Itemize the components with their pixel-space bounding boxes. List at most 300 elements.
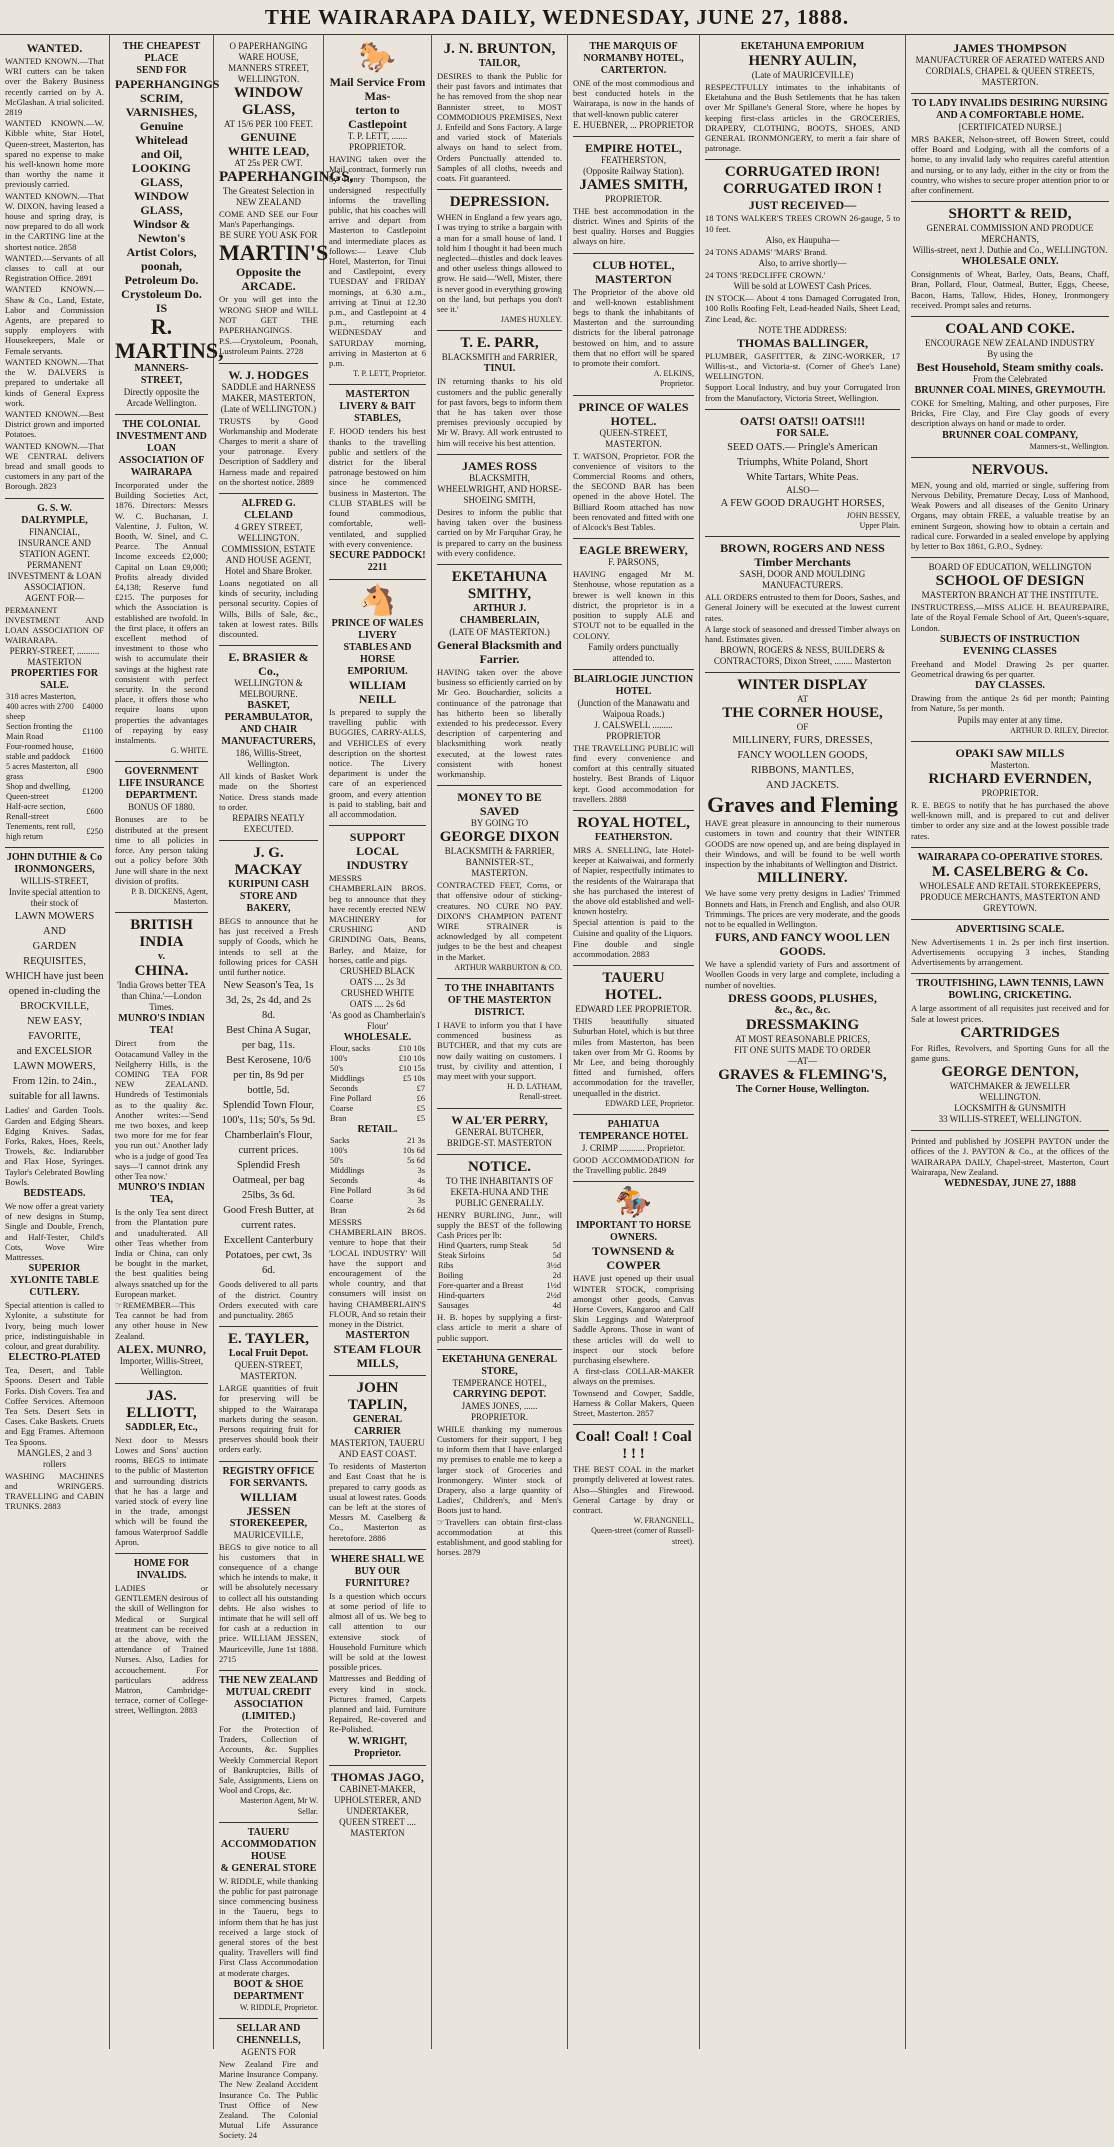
ad-title: JAS. ELLIOTT, [126,1387,197,1421]
ad-title: GOVERNMENT LIFE INSURANCE DEPARTMENT. [118,766,205,802]
ad-subheading: RETAIL. [357,1123,398,1135]
price-row [329,1176,426,1186]
table-cell: 318 acres Masterton, 400 acres with 2700 sheep [6,692,77,722]
table-cell: 3½d [546,1261,561,1271]
ad-address: PERRY-STREET, .......... MASTERTON [9,646,100,668]
price-row [437,1271,562,1281]
cleland-ad [219,494,318,646]
elliott-ad [115,1384,208,1554]
ad-text: BE SURE YOU ASK FOR [219,230,318,241]
ad-title: GRAVES & FLEMING'S, [718,1066,887,1083]
ad-text: 24 TONS ADAMS' 'MARS' Brand. [705,246,828,257]
ad-subheading: SUBJECTS OF INSTRUCTION [940,633,1080,645]
ad-title: CORRUGATED IRON ! [723,181,882,198]
ad-subheading: SUPERIOR XYLONITE TABLE CUTLERY. [10,1263,99,1299]
mackay-ad [219,841,318,1327]
table-cell: Hind Quarters, rump Steak [438,1241,529,1251]
ad-price: AT 25s PER CWT. [234,158,303,168]
ross-ad [437,455,562,565]
ad-title: THE NEW ZEALAND MUTUAL CREDIT ASSOCIATION (LIMITED.) [219,1674,318,1722]
table-cell: Sacks [330,1135,350,1145]
ad-subheading: BOOT & SHOE DEPARTMENT [233,1978,304,2002]
ad-title: EKETAHUNA GENERAL STORE, [441,1353,558,1377]
ad-line: AND [43,926,66,938]
ad-title: EKETAHUNA EMPORIUM [740,41,865,52]
ad-subtitle: EDWARD LEE PROPRIETOR. [575,1004,692,1015]
table-cell: £1600 [82,747,103,757]
price-row [329,1094,426,1104]
insurance-ad [115,762,208,913]
ad-subtitle: ARTHUR J. CHAMBERLAIN, [459,602,540,626]
ad-title: ALFRED G. CLELAND [241,498,296,522]
wanted-ad: WANTED KNOWN.—Best District grown and imported Potatoes. [5,408,104,440]
ad-line: Triumphs, White Poland, Short [737,456,868,468]
property-row [5,692,104,722]
ad-title: STEAM FLOUR MILLS, [333,1342,422,1371]
nervous-ad [911,458,1109,558]
latham-ad [437,979,562,1109]
table-cell: £10 15s [398,1063,425,1073]
table-cell: £5 [416,1113,425,1123]
ad-quote: 'India Grows better TEA than China.'—London Times. [117,980,206,1013]
ad-text: For Rifles, Revolvers, and Sporting Guns for all the game guns. [911,1042,1109,1063]
ad-title: JOHN TAPLIN, [347,1380,408,1414]
ad-text: We now offer a great variety of new designs in Stump, Single and Double, French, and Half-Tester, Child's Cots, Wove Wire Mattresses. [5,1200,104,1262]
ad-line: AND JACKETS. [766,780,839,792]
ad-subtitle: Opposite the ARCADE. [235,265,301,294]
table-cell: 1½d [546,1281,561,1291]
ad-text: For the Protection of Traders, Collection of Accounts, &c. Supplies Weekly Commercial Report of Bankruptcies, Bills of Sale, Assignments, Liens on Wool and Crops, &c. [219,1723,318,1796]
ad-title: terton to Castlepoint [348,103,407,131]
table-cell: Steak Sirloins [438,1251,485,1261]
ad-title: MONEY TO BE SAVED [457,790,542,819]
price-row [437,1261,562,1271]
ad-line: Petroleum Do. Crystoleum Do. [121,273,202,301]
ad-subtitle: BLACKSMITH, WHEELWRIGHT, AND HORSE-SHOEING SMITH, [437,472,562,505]
ad-text: 24 TONS 'REDCLIFFE CROWN.' [705,270,826,281]
price-row [329,1186,426,1196]
ad-text: —AT— [788,1055,817,1066]
ad-text: WHILE thanking my numerous Customers for their support, I beg to inform them that I have enlarged my premises to enable me to keep a larger stock of Groceries and Ironmongery. Winter stock of Drapery, also a large quantity of Ladies', Children's, and Men's Boots just to hand. [437,1423,562,1516]
ad-subtitle: JUST RECEIVED— [748,198,857,213]
ad-title: GENUINE WHITE LEAD, [227,130,310,158]
ad-subtitle: T. P. LETT, ....... PROPRIETOR. [347,131,408,152]
ad-quote: 'As good as Chamberlain's Flour' [329,1009,426,1031]
ad-subtitle: CARRYING DEPOT. [452,1388,547,1400]
ad-text: HAVE great pleasure in announcing to their numerous customers in town and country that their WINTER GOODS are now opened up, and are being displayed in their Windows, and will be found to be well worth inspection by the inhabitants of Wellington and District. [705,818,900,870]
parr-ad [437,331,562,454]
ad-subtitle: J. CALSWELL ......... PROPRIETOR [594,719,673,741]
ad-title: ALEX. MUNRO, [117,1341,206,1356]
ad-line: IS [155,301,168,315]
ad-address: FEATHERSTON. [594,831,673,843]
ad-text: Is the only Tea sent direct from the Plantation pure and unadulterated. All other Teas whether from India or China, can only be bought in the market, the best qualities being always snatched up for the European market. [115,1207,208,1299]
ad-address: Directly opposite the Arcade Wellington. [123,387,200,408]
price-line: Best China A Sugar, per bag, 11s. [226,1025,311,1052]
table-cell: 5s 6d [407,1155,425,1165]
ad-address: MANNERS STREET, WELLINGTON. [228,63,309,84]
ad-title: WILLIAM JESSEN [239,1489,298,1518]
ad-title: NOTICE. [468,1158,531,1175]
loan-ad [115,415,208,762]
ad-text: We have a splendid variety of Furs and assortment of Woollen Goods in very large and complete, including a number of novelties. [705,959,900,990]
ad-line: LAWN MOWERS [14,911,95,923]
table-cell: 50's [330,1063,344,1073]
ad-subheading: BEDSTEADS. [23,1187,86,1199]
coach-icon: 🐎 [358,41,397,74]
ad-title: O PAPERHANGING WARE HOUSE, [229,41,308,62]
ad-title: STABLES, [354,413,401,425]
ad-title: HOME FOR INVALIDS. [133,1558,190,1582]
ad-price: AT 15/6 PER 100 FEET. [224,119,313,129]
column-6 [568,34,700,2049]
ad-title: WINDOW GLASS, [233,85,304,118]
table-cell: Four-roomed house, stable and paddock [6,742,74,762]
ad-signature: ARTHUR D. RILEY, Director. [1010,725,1109,735]
table-cell: 3s [417,1195,425,1205]
paperhanging-ad [219,37,354,364]
column-8 [906,34,1114,2049]
ad-subtitle: AGENT FOR— [24,592,85,603]
ad-text: MRS A. SNELLING, late Hotel-keeper at Kaiwaiwai, and formerly of Napier, respectfully intimates to the residents of the Wairarapa that she has purchased the interest of the above old established and well-known hostelry. [573,844,694,917]
ad-text: New Zealand Fire and Marine Insurance Company. The New Zealand Accident Insurance Co. The Public Trust Office of New Zealand. The Colonial Mutual Life Assurance Society. 24 [219,2059,318,2141]
ad-title: E. TAYLER, [227,1331,309,1348]
duthie-lines [5,909,104,1104]
table-cell: Fore-quarter and a Breast [438,1281,524,1291]
ad-subtitle: PERMANENT INVESTMENT & LOAN ASSOCIATION. [7,559,102,592]
ad-text: ☞REMEMBER—This Tea cannot be had from any other house in New Zealand. [115,1299,208,1341]
ad-subtitle: GENERAL BUTCHER, BRIDGE-ST. MASTERTON [446,1126,553,1148]
table-cell: £900 [86,767,103,777]
table-cell: £10 10s [398,1043,425,1053]
wanted-ad: WANTED KNOWN.—That W. DIXON, having leased a house and spring dray, is now prepared to do all work in the CARTING line at the shortest notice. 2858 [5,190,104,252]
aulin-ad [705,37,900,160]
ad-address: QUEEN-STREET, MASTERTON. [599,427,668,449]
ad-title: BROWN, ROGERS AND NESS [720,541,885,556]
table-cell: Boiling [438,1271,464,1281]
ad-subtitle: ENCOURAGE NEW ZEALAND INDUSTRY [924,338,1096,349]
ad-text: FIT ONE SUITS MADE TO ORDER [734,1044,871,1055]
ad-subtitle: The Greatest Selection in NEW ZEALAND [222,186,315,207]
ad-subheading: FURS, AND FANCY WOOL LEN GOODS. [715,930,890,959]
ad-title: v. [158,951,165,963]
ad-title: & GENERAL STORE [220,1862,317,1874]
table-cell: Coarse [330,1103,354,1113]
ad-text: New Advertisements 1 in. 2s per inch first insertion. Advertisements occupying 3 inches, Standing Advertisements by arrangement. [911,936,1109,968]
iron-ad [705,160,900,409]
ad-signature: P. B. DICKENS, Agent, Masterton. [131,886,208,907]
tea-ad [115,913,208,1383]
ad-text: Tea, Desert, and Table Spoons. Desert and Table Forks. Dish Covers. Tea and Coffee Services. Afternoon Tea Sets. Desert Sets in Cases. Cake Baskets. Cruets and Egg Frames. Afternoon Tea Spoons. [5,1365,104,1447]
ad-text: H. B. hopes by supplying a first-class article to merit a share of public support. [437,1312,562,1343]
ad-signature: JAMES HUXLEY. [500,315,562,325]
table-cell: £5 [416,1103,425,1113]
ad-subtitle: JAMES JONES, ...... PROPRIETOR. [461,1400,538,1422]
ad-line: VARNISHES, [125,105,198,119]
ad-title: SEND FOR [136,65,187,76]
ad-subtitle: GENERAL CARRIER [352,1414,403,1438]
ad-title: COAL AND COKE. [945,321,1075,338]
ad-text: ALSO— [786,484,819,495]
price-row [329,1136,426,1146]
ad-title: JAMES SMITH, [579,176,688,193]
mail-service-ad [329,37,426,385]
ad-text: Is prepared to supply the travelling public with BUGGIES, CARRY-ALLS, and VEHICLES of every description on the shortest notice. The Livery department is under the care of an experienced groom, and every attention is paid to stabling, bait and all accommodation. [329,706,426,819]
ad-text: ONE of the most commodious and best conducted hotels in the Wairarapa, is now in the hands of that well-known public caterer [573,78,694,119]
table-cell: Middlings [330,1073,365,1083]
ad-text: Pupils may enter at any time. [957,714,1063,725]
column-4 [324,34,432,2049]
ad-title: R. MARTINS, [115,314,224,363]
price-line: CRUSHED WHITE OATS .... 2s 6d [340,987,415,1009]
ad-text: BEGS to announce that he has just received a Fresh supply of Goods, which he intends to sell at the following prices for CASH until further notice. [219,916,318,978]
ad-title: PRINCE OF WALES HOTEL. [578,399,689,428]
table-cell: £4000 [82,702,103,712]
ad-signature: A. ELKINS, [653,369,694,379]
ad-title: GEORGE DENTON, [941,1064,1079,1081]
taplin-ad [329,1376,426,1550]
ad-address: (Opposite Railway Station). [583,165,684,176]
ad-title: SHORTT & REID, [948,206,1072,223]
price-row [329,1166,426,1176]
table-cell: Ribs [438,1261,454,1271]
ad-address: 33 WILLIS-STREET, WELLINGTON. [938,1114,1082,1125]
ad-title: ROYAL HOTEL, [577,814,690,831]
mackay-prices [219,978,318,1278]
ad-title: THE CORNER HOUSE, [722,705,883,722]
ad-subtitle: KURIPUNI CASH STORE AND BAKERY, [228,879,309,915]
brunton-ad [437,37,562,190]
ad-line: SCRIM, [139,91,183,105]
table-cell: £250 [86,827,103,837]
ad-subtitle: AGENTS FOR [240,2047,297,2058]
ad-address: Renall-street. [519,1092,562,1102]
ad-subtitle: (Late of WELLINGTON.) [220,403,317,414]
ad-title: THE MARQUIS OF NORMANBY HOTEL, CARTERTON. [583,41,684,76]
ad-text: HAVE just opened up their usual WINTER STOCK, comprising amongst other goods, Canvas Horse Covers, Kangaroo and Calf Skin Leggings and Waterproof Saddle Aprons. Those in want of these articles will do well to inspect our stock before purchasing elsewhere. [573,1273,694,1366]
ad-subtitle: J. CRIMP ........... Proprietor. [581,1142,686,1153]
ad-text: The Proprietor of the above old and well-known establishment begs to thank the inhabitants of Masterton and the surrounding districts for the liberal patronage bestowed on him, and to assure them that no effort will be spared to promote their comfort. [573,286,694,369]
ad-title: TAUERU HOTEL. [602,970,665,1004]
table-cell: Seconds [330,1083,358,1093]
price-row [329,1044,426,1054]
ad-text: P.S.—Crystoleum, Poonah, Lustroleum Paints. 2728 [219,336,318,357]
smithy-ad [437,565,562,786]
ad-text: THE best accommodation in the district. Wines and Spirits of the best quality. Horses and Buggies always on hire. [573,205,694,247]
ad-subtitle: TAILOR, [478,58,521,69]
townsend-ad [573,1182,694,1425]
chamberlain-ad [329,826,426,1376]
ad-text: COME AND SEE our Four Man's Paperhangings. [219,209,318,230]
ad-signature: JOHN BESSEY, [846,510,900,520]
ad-address: 4 GREY STREET, WELLINGTON. [234,522,303,544]
table-cell: 100's [330,1145,348,1155]
table-cell: 2d [552,1271,561,1281]
coal-ad [573,1425,694,1552]
table-cell: Half-acre section, Renall-street [6,802,66,822]
ad-title: PAPERHANGINGS, [219,169,354,185]
empire-ad [573,137,694,254]
ad-title: WHERE SHALL WE BUY OUR FURNITURE? [330,1553,425,1589]
column-2 [110,34,224,2049]
duthie-ad [5,848,104,1517]
ad-line: RIBBONS, MANTLES, [751,765,854,777]
property-row [5,802,104,822]
table-cell: £1200 [82,787,103,797]
ad-title: THE CHEAPEST PLACE [122,41,201,64]
ad-text: Townsend and Cowper, Saddle, Harness & Collar Makers, Queen Street, Masterton. 2857 [573,1387,694,1419]
ad-title: MARTIN'S [219,240,329,266]
ad-subheading: PROPERTIES FOR SALE. [10,668,99,692]
imprint-date: WEDNESDAY, JUNE 27, 1888 [944,1177,1076,1189]
price-row [329,1196,426,1206]
ad-text: W. RIDDLE, while thanking the public for past patronage since commencing business in the Taueru, begs to inform them that he has just received a large stock of general stores of the best quality. Travellers will find First Class Accommodation at moderate charges. [219,1875,318,1978]
price-row [437,1251,562,1261]
price-row [329,1156,426,1166]
table-cell: £600 [86,807,103,817]
ad-subheading: WHOLESALE. [343,1031,412,1043]
property-row [5,722,104,742]
ad-subtitle: BOARD OF EDUCATION, WELLINGTON [928,562,1092,573]
ad-subtitle: IRONMONGERS, [14,864,95,876]
ad-text: NOTE THE ADDRESS: [758,324,847,335]
wanted-ad: WANTED KNOWN.—W. Kibble white, Star Hotel, Queen-street, Masterton, has spared no expense to make his well-known home more than worthy the name it previously carried. [5,118,104,190]
ad-line: From 12in. to 24in., suitable for all lawns. [9,1076,100,1103]
thompson-ad [911,37,1109,94]
ad-text: Mattresses and Bedding of every kind in stock. Pictures framed, Carpets planned and laid. Furniture Repaired, Re-covered and Re-Polished. [329,1673,426,1735]
ad-signature: Proprietor. [660,379,694,389]
ad-text: CONTRACTED FEET, Corns, or that offensive odour of sticking-creatures. NO CURE NO PAY. DIXON'S CHAMPION PATENT WIRE STRAINER is acknowledged by all competent judges to be the best and cheapest in the Market. [437,880,562,962]
price-row [437,1291,562,1301]
ad-title: HENRY AULIN, [748,53,857,69]
ad-text: WHEN in England a few years ago, I was trying to strike a bargain with a man for a small house of land. I told him I thought it had been much neglected—thistles and dock leaves and other useless things allowed to grow. He said—'Well, Mister, there is never good in everything growing on the land, but perhaps you don't see it.' [437,212,562,315]
ad-title: T. E. PARR, [460,335,539,352]
crush-lines [329,966,426,1010]
ad-subtitle: BLACKSMITH & FARRIER, BANNISTER-ST., MASTERTON. [444,846,555,879]
ad-text: REPAIRS NEATLY EXECUTED. [232,813,305,835]
table-cell: 10s 6d [402,1145,425,1155]
jessen-ad [219,1462,318,1671]
ad-subtitle: TEMPERANCE HOTEL, [452,1377,547,1388]
hodges-ad [219,364,318,494]
ad-title: W AL'ER PERRY, [451,1112,548,1127]
ad-subtitle: BASKET, PERAMBULATOR, AND CHAIR MANUFACTURERS, [221,700,316,748]
table-cell: 5d [552,1241,561,1251]
ad-text: THIS beautifully situated Suburban Hotel, which is but three miles from Masterton, has been taken over from Mr G. Rooms by Mr Lee, and being thoroughly fitted and furnished, offers accommodation for the traveller, unequalled in the district. [573,1016,694,1098]
ad-subheading: DRESS GOODS, PLUSHES, [728,990,877,1005]
ad-title: Mail Service From Mas- [329,75,426,103]
price-row [329,1084,426,1094]
ad-title: WAIRARAPA CO-OPERATIVE STORES. [917,851,1103,863]
ad-text: HENRY BURLING, Junr., will supply the BEST of the following Cash Prices per lb: [437,1209,562,1240]
ad-text: T. WATSON, Proprietor. FOR the convenience of visitors to the Commercial Rooms and others, the SECOND BAR has been opened in the above Hotel. The Billiard Room attached has now been renovated and fitted with one of Alcock's Best Tables. [573,450,694,533]
ad-subtitle: MASTERTON BRANCH AT THE INSTITUTE. [921,590,1099,601]
ad-text: Desires to inform the public that having taken over the business carried on by Mr Farquhar Gray, he is prepared to carry on the business with every confidence. [437,506,562,558]
graves-fleming-ad [705,673,900,1100]
ad-line: SEED OATS.— Pringle's American [727,441,878,453]
ad-subtitle: SADDLER, Etc., [125,1421,198,1433]
horse-icon: 🐴 [358,583,397,617]
taueru-hotel-ad [573,966,694,1115]
prince-hotel-ad [573,396,694,540]
jones-ad [437,1350,562,1564]
price-row [329,1146,426,1156]
ad-text: THE TRAVELLING PUBLIC will find every convenience and comfort at this centrally situated hostelry. Best Brands of Liquor kept. Good accommodation for travellers. 2888 [573,742,694,804]
ad-text: MANGLES, 2 and 3 rollers [17,1447,92,1469]
table-cell: £7 [416,1083,425,1093]
table-cell: 2½d [546,1291,561,1301]
price-row [329,1074,426,1084]
ad-address: WELLINGTON. [979,1092,1041,1103]
ad-subtitle: WATCHMAKER & JEWELLER [949,1081,1071,1092]
ad-text: RESPECTFULLY intimates to the inhabitants of Eketahuna and the Bush Settlements that he has taken over Mr Spillane's General Store, where he hopes by keeping first-class articles in the GROCERIES, DRAPERY, CLOTHING, BOOTS, SHOES, AND GENERAL IRONMONGERY, to merit a fair share of patronage. [705,82,900,154]
ad-text: PLUMBER, GASFITTER, & ZINC-WORKER, 17 Willis-st., and Victoria-st. (Corner of Ghee's Lane) WELLINGTON. [705,350,900,382]
ad-subheading: WHOLESALE ONLY. [961,256,1059,268]
ad-title: TO LADY INVALIDS DESIRING NURSING AND A COMFORTABLE HOME. [912,98,1108,121]
ad-text: HAVING taken over the above business so efficiently carried on by Mr Geo. Bouchardier, solicits a continuance of the patronage that has hitherto been so liberally extended to his predecessor. Every description of carpentering and blacksmithing work neatly executed, at the lowest rates consistent with honest workmanship. [437,666,562,779]
wanted-ad: WANTED KNOWN.—That the W. DALVERS is prepared to undertake all kinds of General Express work. [5,356,104,408]
wanted-section [5,37,104,499]
ad-title: SELLAR AND CHENNELLS, [236,2023,301,2047]
ad-line: LOOKING GLASS, [132,161,191,189]
ad-title: OATS! OATS!! OATS!!! [739,413,866,428]
ad-address: MASTERTON, TAUERU AND EAST COAST. [330,1438,425,1460]
ad-title: OPAKI SAW MILLS [955,745,1065,760]
ad-title: BRUNNER COAL MINES, GREYMOUTH. [914,385,1106,397]
ad-address: Willis-street, next J. Duthie and Co., WELLINGTON. [912,245,1108,256]
ad-line: PAPERHANGINGS [115,77,220,91]
ad-text: PERMANENT INVESTMENT AND LOAN ASSOCIATION OF WAIRARAPA. [5,604,104,646]
properties-table [5,692,104,842]
ad-subheading: DRESSMAKING [745,1016,860,1033]
wanted-ad: WANTED KNOWN.—That WE CENTRAL delivers bread and small goods to customers in any part of the Borough. 2823 [5,440,104,492]
ad-signature: T. P. LETT, Proprietor. [353,369,426,379]
shortt-reid-ad [911,202,1109,317]
ad-text: A first-class COLLAR-MAKER always on the premises. [573,1366,694,1387]
price-line: New Season's Tea, 1s 3d, 2s, 2s 4d, and 2s 8d. [223,980,314,1022]
ad-subtitle: MANUFACTURER OF AERATED WATERS AND CORDIALS, CHAPEL & QUEEN STREETS, MASTERTON. [915,55,1105,87]
ad-text: From the Celebrated [973,374,1047,385]
table-cell: Tenements, rent roll, high return [6,822,76,842]
ad-title: BRITISH INDIA [130,917,193,951]
ad-title: Coal! Coal! ! Coal ! ! ! [575,1429,692,1463]
ad-text: ALL ORDERS entrusted to them for Doors, Sashes, and General Joinery will be executed at the lowest current rates. [705,592,900,623]
table-cell: Bran [330,1205,347,1215]
ad-line: A FEW GOOD DRAUGHT HORSES, [720,497,885,509]
ad-text: Freehand and Model Drawing 2s per quarter. Geometrical drawing 6s per quarter. [911,658,1109,680]
table-cell: Seconds [330,1175,358,1185]
ad-title: EKETAHUNA SMITHY, [451,568,548,602]
ad-title: PAHIATUA TEMPERANCE HOTEL [578,1118,689,1142]
ad-signature: E. HUEBNER, ... PROPRIETOR [573,119,694,130]
ad-subtitle: WELLINGTON & MELBOURNE. [234,678,303,700]
price-line: Splendid Town Flour, 100's, 11s; 50's, 5s 9d. [221,1100,316,1127]
table-cell: Bran [330,1113,347,1123]
table-cell: Fine Pollard [330,1093,372,1103]
ad-line: LAWN MOWERS, [13,1061,96,1073]
ad-address: The Corner House, Wellington. [735,1083,870,1095]
ad-text: R. E. BEGS to notify that he has purchased the above well-known mill, and is prepared to cut and deliver timber to order any size and at the lowest possible trade rates. [911,799,1109,841]
ad-title: THE COLONIAL INVESTMENT AND LOAN ASSOCIATION OF WAIRARAPA [116,419,207,478]
table-cell: Hind-quarters [438,1291,485,1301]
ad-text: Also, to arrive shortly— [758,258,847,269]
ad-text: LARGE quantities of fruit for preserving will be shipped to the Wairarapa markets during the season. Persons requiring fruit for preserves should book their orders early. [219,1383,318,1455]
ad-subtitle: PROPRIETOR. [981,787,1039,798]
club-hotel-ad [573,254,694,396]
table-cell: Middlings [330,1165,365,1175]
ad-signature: W. RIDDLE, Proprietor. [239,2002,318,2012]
table-cell: 5 acres Masterton, all grass [6,762,79,782]
